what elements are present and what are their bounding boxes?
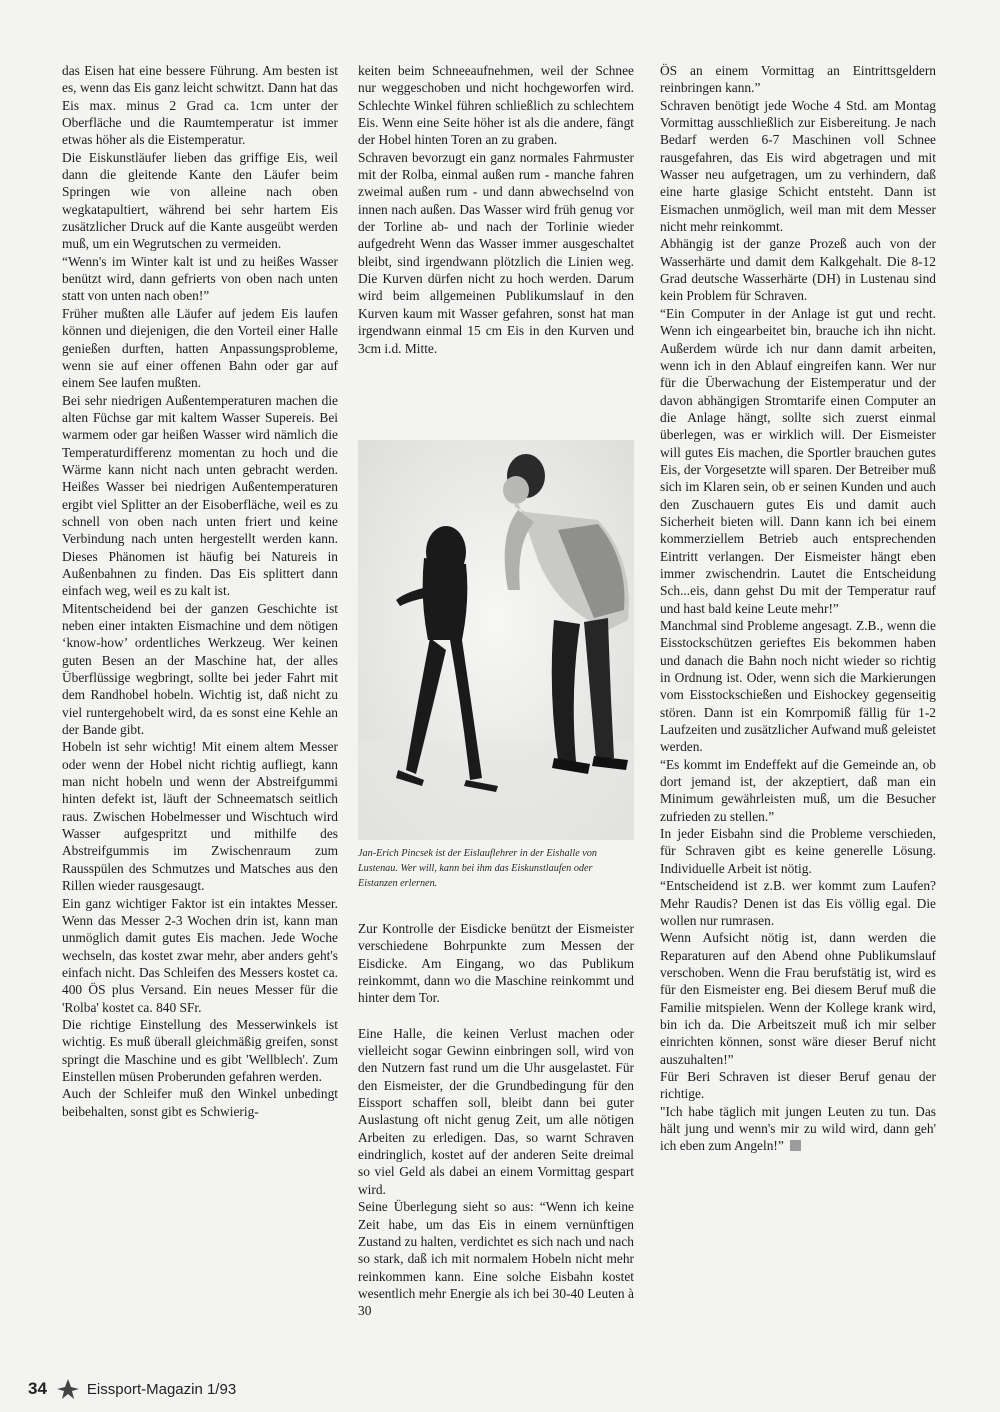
text-column-2-upper (358, 62, 634, 357)
paragraph: Auch der Schleifer muß den Winkel unbedingt beibehalten, sonst gibt es Schwierig- (62, 1086, 338, 1119)
skaters-illustration (358, 440, 634, 840)
text-column-1 (62, 62, 338, 1120)
paragraph: Wenn Aufsicht nötig ist, dann werden die Reparaturen auf den Abend ohne Publikumslauf verschoben. Wenn die Frau berufstätig ist, wird es für den Eismeister eng. Bei diesem Beruf muß die Familie mitspielen. Wenn der Kollege krank wird, bin ich da. Die Arbeitszeit muß ich mir selber einrichten können, sonst wäre dieser Beruf nicht auszuhalten!” (660, 930, 936, 1067)
skater-logo-icon (55, 1377, 81, 1401)
paragraph: In jeder Eisbahn sind die Probleme verschieden, für Schraven gibt es keine generelle Lösung. Individuelle Arbeit ist nötig. (660, 826, 936, 876)
magazine-issue: Eissport-Magazin 1/93 (86, 1380, 237, 1398)
paragraph: Abhängig ist der ganze Prozeß auch von der Wasserhärte und damit dem Kalkgehalt. Die 8-12 Grad deutsche Wasserhärte (DH) in Lustenau sind kein Problem für Schraven. (660, 236, 936, 304)
skating-photo (358, 440, 634, 840)
paragraph: Früher mußten alle Läufer auf jedem Eis laufen können und diejenigen, die den Vorteil einer Halle genießen durften, hatten Anpassungsprobleme, wenn sie auf einer offenen Bahn oder gar auf einem See laufen mußten. (62, 305, 338, 391)
photo-caption: Jan-Erich Pincsek ist der Eislauflehrer in der Eishalle von Lustenau. Wer will, kann bei ihm das Eiskunstlaufen oder Eistanzen erlernen. (358, 848, 597, 889)
paragraph: Die Eiskunstläufer lieben das griffige Eis, weil dann die gleitende Kante den Läufer beim Springen wie von alleine nach oben wegkatapultiert, während bei sehr hartem Eis zusätzlicher Druck auf die Kante ausgeübt werden muß, um ein Wegrutschen zu vermeiden. (62, 149, 338, 252)
paragraph: keiten beim Schneeaufnehmen, weil der Schnee nur weggeschoben und nicht hochgeworfen wird. Schlechte Winkel führen schließlich zu schlechtem Eis. Wenn eine Seite höher ist als die andere, fängt der Hobel hinten Toren an zu graben. (358, 63, 634, 148)
text-column-2-lower (358, 920, 634, 1320)
paragraph: Hobeln ist sehr wichtig! Mit einem altem Messer oder wenn der Hobel nicht richtig aufliegt, kann man nicht hobeln und wenn der Abstreifgummi hinten defekt ist, läuft der Schneematsch seitlich raus. Zwischen Hobelmesser und Wischtuch wird Wasser aufgespritzt und mithilfe des Abstreifgummis im Zwischenraum zum Rausspülen des Schmutzes und Matsches aus den Rillen wieder rausgesaugt. (62, 739, 338, 894)
paragraph: Schraven benötigt jede Woche 4 Std. am Montag Vormittag ausschließlich zur Eisbereitung. Je nach Bedarf werden 6-7 Maschinen voll Schnee rausgefahren, das Eis wird abgetragen und mit Wasser neu aufgetragen, um zu verhindern, daß eine harte glasige Schicht entsteht. Dann ist Eismachen unmöglich, weil man mit dem Messer nicht mehr reinkommt. (660, 97, 936, 235)
paragraph: das Eisen hat eine bessere Führung. Am besten ist es, wenn das Eis ganz leicht schwitzt. Dann hat das Eis max. minus 2 Grad ca. 1cm unter der Oberfläche und die Raumtemperatur ist immer etwas höher als die Eistemperatur. (62, 63, 338, 148)
page-footer (28, 1377, 236, 1401)
paragraph: Zur Kontrolle der Eisdicke benützt der Eismeister verschiedene Bohrpunkte zum Messen der Eisdicke. Am Eingang, wo das Publikum reinkommt, dann wo die Maschine reinkommt und hinter dem Tor. (358, 921, 634, 1006)
paragraph: "Ich habe täglich mit jungen Leuten zu tun. Das hält jung und wenn's mir zu wild wird, dann geh' ich eben zum Angeln!” (660, 1103, 936, 1154)
paragraph: “Ein Computer in der Anlage ist gut und recht. Wenn ich eingearbeitet bin, brauche ich ihn nicht. Außerdem würde ich nur dann damit arbeiten, wenn ich in den Ablauf eingreifen kann. Wer nur für die Überwachung der Eistemperatur und der davon abhängigen Stromtarife einen Computer an die Anlage hängt, sollte sich zuerst einmal überlegen, was er wirklich will. Der Eismeister will gutes Eis machen, die Sportler brauchen gutes Eis, der Vorgesetzte will sparen. Der Betreiber muß sich im Klaren sein, ob er seinen Kunden und auch den Zuschauern gutes Eis und damit auch Sicherheit bieten will. Dann kann ich bei einem kommerziellem Betrieb auch entsprechenden Eintritt verlangen. Der Eismeister hängt eben immer zwischendrin. Lautet die Entscheidung Sch...eis, dann gehst Du mit der Temperatur rauf und hast bald keine Leute mehr!” (660, 305, 936, 616)
photo-figure (358, 440, 634, 891)
paragraph: Manchmal sind Probleme angesagt. Z.B., wenn die Eisstockschützen gerieftes Eis bekommen haben und danach die Bahn noch nicht wieder so richtig in Ordnung ist. Oder, wenn sich die Markierungen vom Eisstockschießen und Eishockey gegenseitig stören. Dann ist ein Komrpomiß fällig für 1-2 Laufzeiten und zusätzlicher Aufwand muß geleistet werden. (660, 618, 936, 755)
paragraph: Schraven bevorzugt ein ganz normales Fahrmuster mit der Rolba, einmal außen rum - manche fahren zweimal außen rum - und dann abwechselnd von innen nach außen. Das Wasser wird früh genug vor der Torline ab- und nach der Torlinie wieder aufgedreht Wenn das Wasser immer ausgeschaltet bleibt, sind irgendwann plötzlich die Linien weg. Die Kurven dürfen nicht zu hoch werden. Darum wird beim allgemeinen Publikumslauf in den Kurven kaum mit Wasser gefahren, sonst hat man irgendwann einmal 15 cm Eis in den Kurven und 3cm i.d. Mitte. (358, 149, 634, 356)
paragraph: “Entscheidend ist z.B. wer kommt zum Laufen? Mehr Raudis? Denen ist das Eis völlig egal. Die wollen nur rumrasen. (660, 878, 936, 928)
paragraph: Seine Überlegung sieht so aus: “Wenn ich keine Zeit habe, um das Eis in einem vernünftigen Zustand zu halten, verdichtet es sich nach und nach so stark, daß ich mit normalem Hobeln nicht mehr reinkommen kann. Eine solche Eisbahn kostet wesentlich mehr Energie als ich bei 30-40 Leuten à 30 (358, 1199, 634, 1319)
paragraph: Für Beri Schraven ist dieser Beruf genau der richtige. (660, 1068, 936, 1102)
text-column-3 (660, 62, 936, 1155)
paragraph: Eine Halle, die keinen Verlust machen oder vielleicht sogar Gewinn einbringen soll, wird von den Nutzern fast rund um die Uhr ausgelastet. Für den Eismeister, der die Grundbedingung für den Eissport schaffen soll, bleibt dann bei guter Auslastung oft nicht genug Zeit, um alle nötigen Arbeiten zu erledigen. Das, so warnt Schraven eindringlich, kostet auf der anderen Seite dreimal so viel Geld als dabei an einem Vormittag gespart wird. (358, 1025, 634, 1197)
paragraph: Die richtige Einstellung des Messerwinkels ist wichtig. Es muß überall gleichmäßig greifen, sonst springt die Maschine und es gibt 'Wellblech'. Zum Einstellen müsen Proberunden gefahren werden. (62, 1016, 338, 1084)
paragraph: “Es kommt im Endeffekt auf die Gemeinde an, ob dort jemand ist, der akzeptiert, daß man ein Minimum gewährleisten muß, um die Besucher zufrieden zu stellen.” (660, 756, 936, 824)
paragraph: Mitentscheidend bei der ganzen Geschichte ist neben einer intakten Eismachine und dem nötigen ‘know-how’ ordentliches Werkzeug. Wer keinen guten Besen an der Maschine hat, der alles Überflüssige wegbringt, sollte bei jeder Fahrt mit dem Randhobel hobeln. Wichtig ist, daß nicht zu viel runtergehobelt wird, da es sonst eine Kehle an der Bande gibt. (62, 600, 338, 738)
paragraph: Ein ganz wichtiger Faktor ist ein intaktes Messer. Wenn das Messer 2-3 Wochen drin ist, kann man unmöglich damit gutes Eis machen. Jede Woche wechseln, das kostet zwar mehr, aber anders geht's einfach nicht. Das Schleifen des Messers kostet ca. 400 ÖS plus Versand. Ein neues Messer für die 'Rolba' kostet ca. 840 SFr. (62, 895, 338, 1015)
page-number: 34 (28, 1379, 47, 1398)
paragraph: Bei sehr niedrigen Außentemperaturen machen die alten Füchse gar mit kaltem Wasser Supereis. Bei warmem oder gar heißen Wasser wird nämlich die Temperaturdifferenz momentan zu hoch und die Wärme kann nicht nach unten gebracht werden. Heißes Wasser bei niedrigen Außentemperaturen ergibt viel Splitter an der Eisoberfläche, weil es zu schnell von oben nach unten friert und keine Verbindung nach unten hergestellt werden kann. Dieses Phänomen ist häufig bei Natureis in Außenbahnen zu finden. Das Eis splittert dann einfach weg, weil es zu kalt ist. (62, 392, 338, 599)
paragraph: “Wenn's im Winter kalt ist und zu heißes Wasser benützt wird, dann gefrierts von oben nach unten statt von unten nach oben!” (62, 253, 338, 304)
end-of-article-mark (790, 1140, 801, 1151)
paragraph: ÖS an einem Vormittag an Eintrittsgeldern reinbringen kann.” (660, 63, 936, 96)
